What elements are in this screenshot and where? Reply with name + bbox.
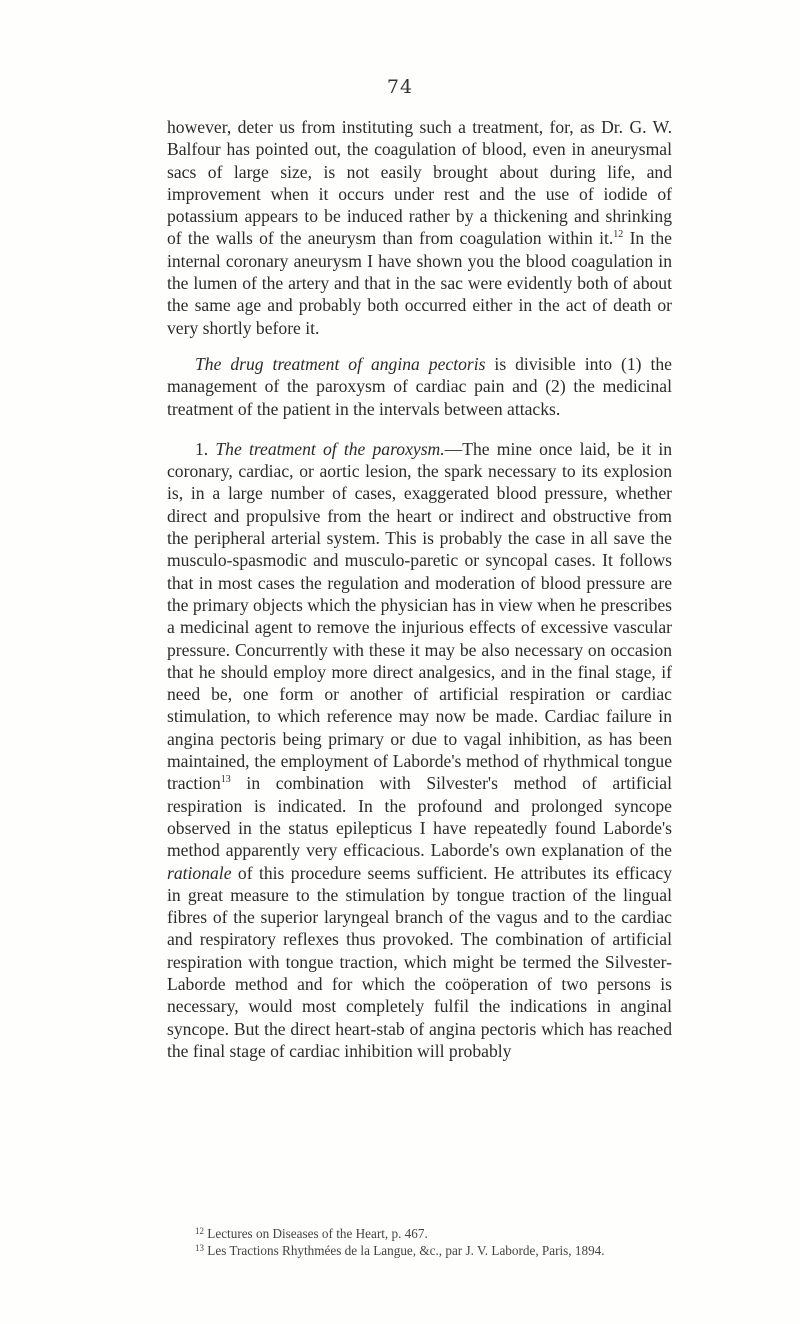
italic-heading: The treatment of the paroxysm. — [215, 438, 445, 459]
footnote-text: Les Tractions Rhythmées de la Langue, &c., par J. V. Laborde, Paris, 1894. — [204, 1242, 605, 1258]
footnote-number: 13 — [195, 1242, 204, 1253]
paragraph-text: In the internal coronary aneurysm I have shown you the blood coagulation in the lumen of the artery and that in the sac were evidently both of about the same age and probably both occurred either in the act of death or very shortly before it. — [167, 228, 672, 338]
page-number: 74 — [386, 76, 414, 98]
paragraph-text: is divisible into (1) the management of the paroxysm of cardiac pain and (2) the medicinal treatment of the patient in the intervals between attacks. — [167, 353, 672, 419]
footnote-13 — [167, 1243, 672, 1260]
body-text — [167, 116, 672, 1062]
footnote-12 — [167, 1226, 672, 1243]
footnote-ref-12: 12 — [613, 229, 624, 241]
footnotes — [167, 1226, 672, 1259]
paragraph-paroxysm — [167, 438, 672, 1062]
paragraph-text: in combination with Silvester's method of artificial respiration is indicated. In the profound and prolonged syncope observed in the status epilepticus I have repeatedly found Laborde's method apparently very efficacious. Laborde's own explanation of the — [167, 773, 672, 861]
paragraph-text: —The mine once laid, be it in coronary, cardiac, or aortic lesion, the spark necessary to its explosion is, in a large number of cases, exaggerated blood pressure, whether direct and propulsive from the heart or indirect and obstructive from the peripheral arterial system. This is probably the case in all save the musculo-spasmodic and musculo-paretic or syncopal cases. It follows that in most cases the regulation and moderation of blood pressure are the primary objects which the physician has in view when he prescribes a medicinal agent to remove the injurious effects of excessive vascular pressure. Concurrently with these it may be also necessary on occasion that he should employ more direct analgesics, and in the final stage, if need be, one form or another of artificial respiration or cardiac stimulation, to which reference may now be made. Cardiac failure in angina pectoris being primary or due to vagal inhibition, as has been maintained, the employment of Laborde's method of rhythmical tongue traction — [167, 438, 673, 794]
footnote-ref-13: 13 — [220, 774, 231, 786]
footnote-text: Lectures on Diseases of the Heart, p. 467. — [204, 1226, 428, 1241]
italic-heading: The drug treatment of angina pectoris — [195, 353, 486, 374]
paragraph-aneurysm — [167, 116, 672, 339]
paragraph-drug-treatment — [167, 353, 672, 420]
section-number: 1. — [195, 438, 216, 459]
italic-term: rationale — [167, 862, 232, 883]
paragraph-text: however, deter us from instituting such a treatment, for, as Dr. G. W. Balfour has pointed out, the coagulation of blood, even in aneurysmal sacs of large size, is not easily brought about during life, and improvement when it occurs under rest and the use of iodide of potassium appears to be induced rather by a thickening and shrinking of the walls of the aneurysm than from coagulation within it. — [167, 117, 672, 249]
paragraph-text: of this procedure seems sufficient. He attributes its efficacy in great measure to the stimulation by tongue traction of the lingual fibres of the superior laryngeal branch of the vagus and to the cardiac and respiratory reflexes thus provoked. The combination of artificial respiration with tongue traction, which might be termed the Silvester-Laborde method and for which the coöperation of two persons is necessary, would most completely fulfil the indications in anginal syncope. But the direct heart-stab of angina pectoris which has reached the final stage of cardiac inhibition will probably — [167, 862, 672, 1061]
footnote-number: 12 — [195, 1226, 204, 1236]
